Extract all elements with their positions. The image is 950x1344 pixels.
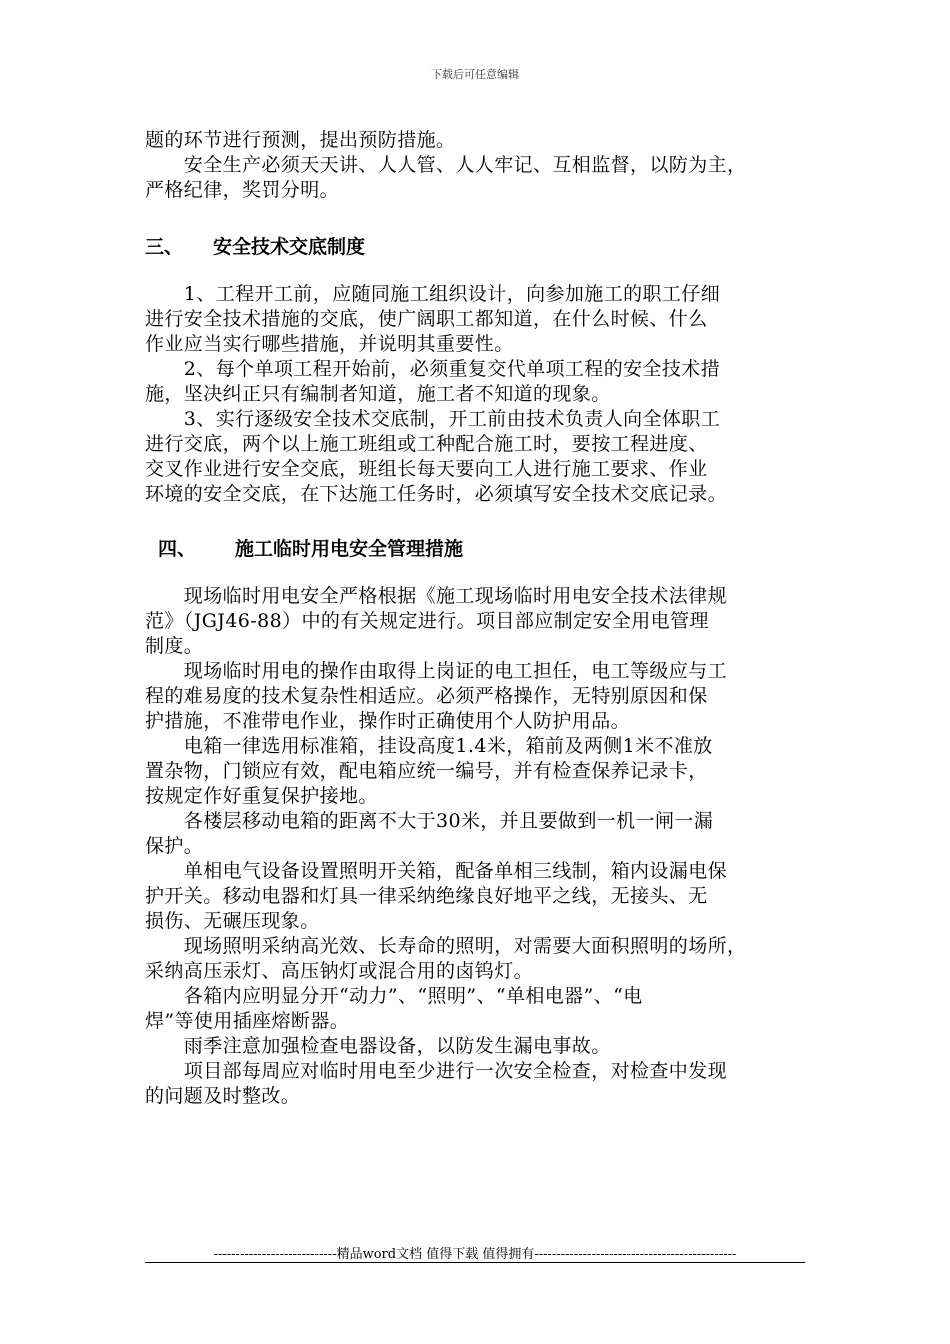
section-4-number: 四、 (158, 538, 197, 560)
body-text-line: 范》（JGJ46-88）中的有关规定进行。项目部应制定安全用电管理 (145, 610, 709, 632)
body-text-line: 各楼层移动电箱的距离不大于30米，并且要做到一机一闸一漏 (145, 810, 714, 832)
body-text-line: 电箱一律选用标准箱，挂设高度1.4米，箱前及两侧1米不准放 (145, 735, 713, 757)
body-text-line: 的问题及时整改。 (145, 1085, 301, 1107)
body-text-line: 置杂物，门锁应有效，配电箱应统一编号，并有检查保养记录卡， (145, 760, 708, 782)
body-text-line: 制度。 (145, 635, 204, 657)
body-text-line: 施，坚决纠正只有编制者知道，施工者不知道的现象。 (145, 383, 611, 405)
body-text-line: 焊”等使用插座熔断器。 (145, 1010, 350, 1032)
footer-rule (145, 1262, 805, 1263)
body-text-line: 护措施，不准带电作业，操作时正确使用个人防护用品。 (145, 710, 631, 732)
body-text-line: 程的难易度的技术复杂性相适应。必须严格操作，无特别原因和保 (145, 685, 708, 707)
body-text-line: 题的环节进行预测，提出预防措施。 (145, 129, 456, 151)
body-text-line: 现场临时用电的操作由取得上岗证的电工担任，电工等级应与工 (145, 660, 728, 682)
body-text-line: 现场照明采纳高光效、长寿命的照明，对需要大面积照明的场所， (145, 935, 747, 957)
body-text-line: 3、实行逐级安全技术交底制，开工前由技术负责人向全体职工 (145, 408, 721, 430)
page-header: 下载后可任意编辑 (431, 68, 519, 81)
section-3-number: 三、 (145, 236, 184, 258)
body-text-line: 项目部每周应对临时用电至少进行一次安全检查，对检查中发现 (145, 1060, 728, 1082)
body-text-line: 进行交底，两个以上施工班组或工种配合施工时，要按工程进度、 (145, 433, 708, 455)
body-text-line: 2、每个单项工程开始前，必须重复交代单项工程的安全技术措 (145, 358, 721, 380)
body-text-line: 雨季注意加强检查电器设备，以防发生漏电事故。 (145, 1035, 611, 1057)
section-3-title: 安全技术交底制度 (213, 236, 366, 258)
body-text-line: 按规定作好重复保护接地。 (145, 785, 378, 807)
body-text-line: 进行安全技术措施的交底，使广阔职工都知道，在什么时候、什么 (145, 308, 708, 330)
body-text-line: 各箱内应明显分开“动力”、“照明”、“单相电器”、“电 (145, 985, 643, 1007)
body-text-line: 安全生产必须天天讲、人人管、人人牢记、互相监督，以防为主， (145, 154, 747, 176)
body-text-line: 采纳高压汞灯、高压钠灯或混合用的卤钨灯。 (145, 960, 534, 982)
body-text-line: 严格纪律，奖罚分明。 (145, 179, 340, 201)
page-footer: ----------------------------精品word文档 值得下载 值得拥有---------------------------------------------- (213, 1247, 737, 1262)
body-text-line: 单相电气设备设置照明开关箱，配备单相三线制，箱内设漏电保 (145, 860, 728, 882)
body-text-line: 现场临时用电安全严格根据《施工现场临时用电安全技术法律规 (145, 585, 728, 607)
body-text-line: 护开关。移动电器和灯具一律采纳绝缘良好地平之线，无接头、无 (145, 885, 708, 907)
body-text-line: 1、工程开工前，应随同施工组织设计，向参加施工的职工仔细 (145, 283, 721, 305)
body-text-line: 保护。 (145, 835, 204, 857)
section-4-title: 施工临时用电安全管理措施 (235, 538, 464, 560)
body-text-line: 环境的安全交底，在下达施工任务时，必须填写安全技术交底记录。 (145, 483, 728, 505)
body-text-line: 交叉作业进行安全交底，班组长每天要向工人进行施工要求、作业 (145, 458, 708, 480)
body-text-line: 损伤、无碾压现象。 (145, 910, 320, 932)
body-text-line: 作业应当实行哪些措施，并说明其重要性。 (145, 333, 514, 355)
